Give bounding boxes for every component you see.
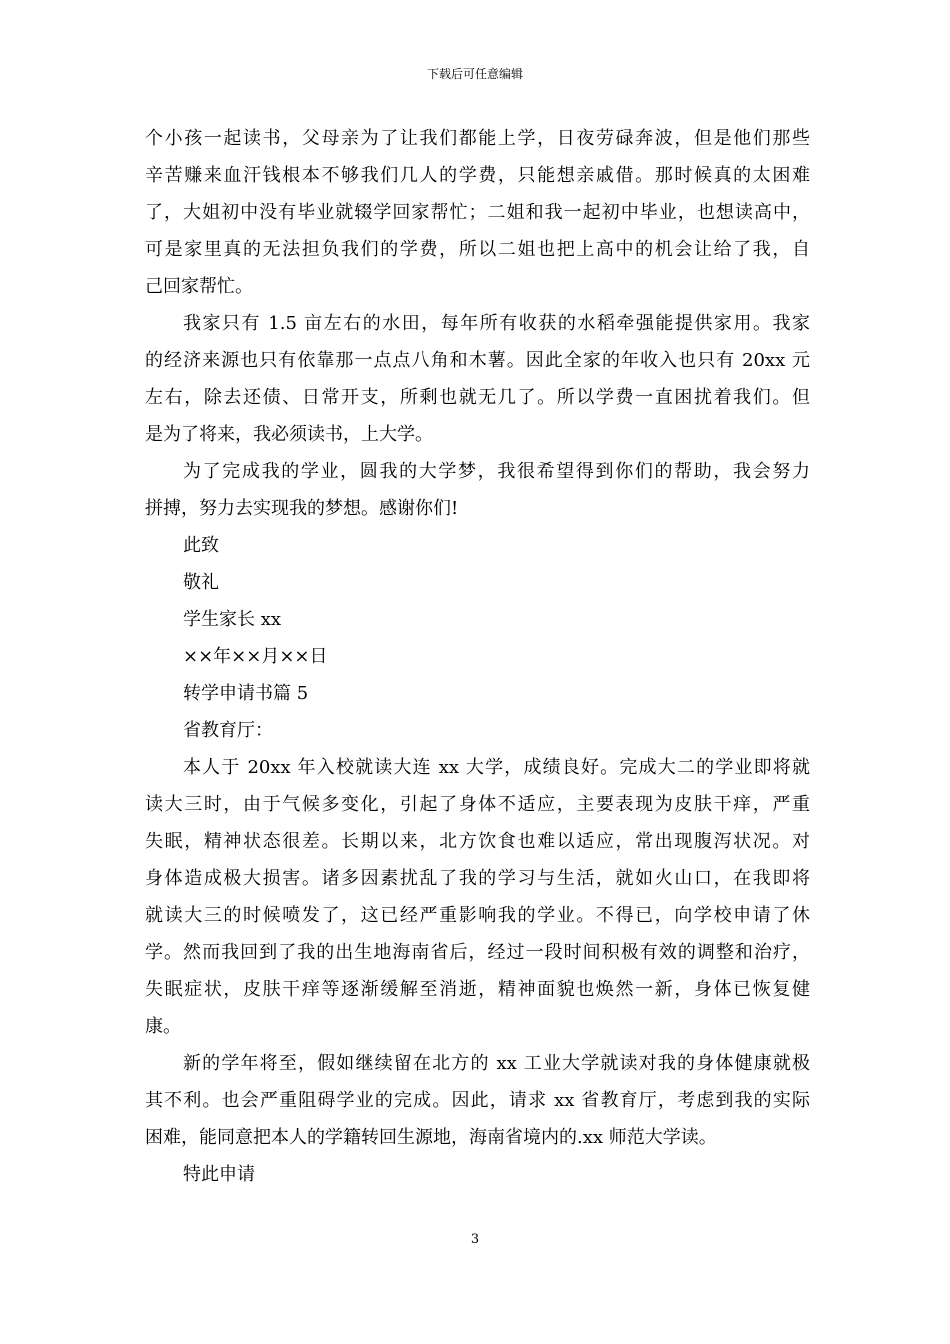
paragraph-line: 的经济来源也只有依靠那一点点八角和木薯。因此全家的年收入也只有 20xx 元 (145, 350, 810, 371)
paragraph-line: 学。然而我回到了我的出生地海南省后，经过一段时间积极有效的调整和治疗， (145, 942, 810, 963)
section-title: 转学申请书篇 5 (183, 683, 309, 704)
paragraph-line: 左右，除去还债、日常开支，所剩也就无几了。所以学费一直困扰着我们。但 (145, 387, 810, 408)
paragraph-line: 其不利。也会严重阻碍学业的完成。因此，请求 xx 省教育厅，考虑到我的实际 (145, 1090, 810, 1111)
paragraph-line: 为了完成我的学业，圆我的大学梦，我很希望得到你们的帮助，我会努力 (183, 461, 810, 482)
paragraph-line: 辛苦赚来血汗钱根本不够我们几人的学费，只能想亲戚借。那时候真的太困难 (145, 165, 810, 186)
paragraph-line: 己回家帮忙。 (145, 276, 253, 297)
paragraph-line: 了，大姐初中没有毕业就辍学回家帮忙；二姐和我一起初中毕业，也想读高中， (145, 202, 810, 223)
paragraph-line: 读大三时，由于气候多变化，引起了身体不适应，主要表现为皮肤干痒，严重 (145, 794, 810, 815)
salutation-line: 省教育厅： (183, 720, 273, 741)
closing-line: 特此申请 (183, 1164, 255, 1185)
paragraph-line: 就读大三的时候喷发了，这已经严重影响我的学业。不得已，向学校申请了休 (145, 905, 810, 926)
paragraph-line: 我家只有 1.5 亩左右的水田，每年所有收获的水稻牵强能提供家用。我家 (183, 313, 810, 334)
paragraph-line: 个小孩一起读书，父母亲为了让我们都能上学，日夜劳碌奔波，但是他们那些 (145, 128, 810, 149)
date-line: ××年××月××日 (183, 646, 328, 667)
page-number: 3 (470, 1232, 480, 1247)
paragraph-line: 康。 (145, 1016, 181, 1037)
paragraph-line: 失眠，精神状态很差。长期以来，北方饮食也难以适应，常出现腹泻状况。对 (145, 831, 810, 852)
page-header: 下载后可任意编辑 (426, 67, 523, 81)
paragraph-line: 困难，能同意把本人的学籍转回生源地，海南省境内的.xx 师范大学读。 (145, 1127, 717, 1148)
paragraph-line: 可是家里真的无法担负我们的学费，所以二姐也把上高中的机会让给了我，自 (145, 239, 810, 260)
signature-line: 学生家长 xx (183, 609, 282, 630)
document-body (145, 120, 810, 1193)
paragraph-line: 本人于 20xx 年入校就读大连 xx 大学，成绩良好。完成大二的学业即将就 (183, 757, 810, 778)
paragraph-line: 拼搏，努力去实现我的梦想。感谢你们! (145, 498, 459, 519)
paragraph-line: 身体造成极大损害。诸多因素扰乱了我的学习与生活，就如火山口，在我即将 (145, 868, 810, 889)
paragraph-line: 新的学年将至，假如继续留在北方的 xx 工业大学就读对我的身体健康就极 (183, 1053, 810, 1074)
paragraph-line: 是为了将来，我必须读书，上大学。 (145, 424, 433, 445)
closing-line: 此致 (183, 535, 219, 556)
paragraph-line: 失眠症状，皮肤干痒等逐渐缓解至消逝，精神面貌也焕然一新，身体已恢复健 (145, 979, 810, 1000)
closing-line: 敬礼 (183, 572, 219, 593)
